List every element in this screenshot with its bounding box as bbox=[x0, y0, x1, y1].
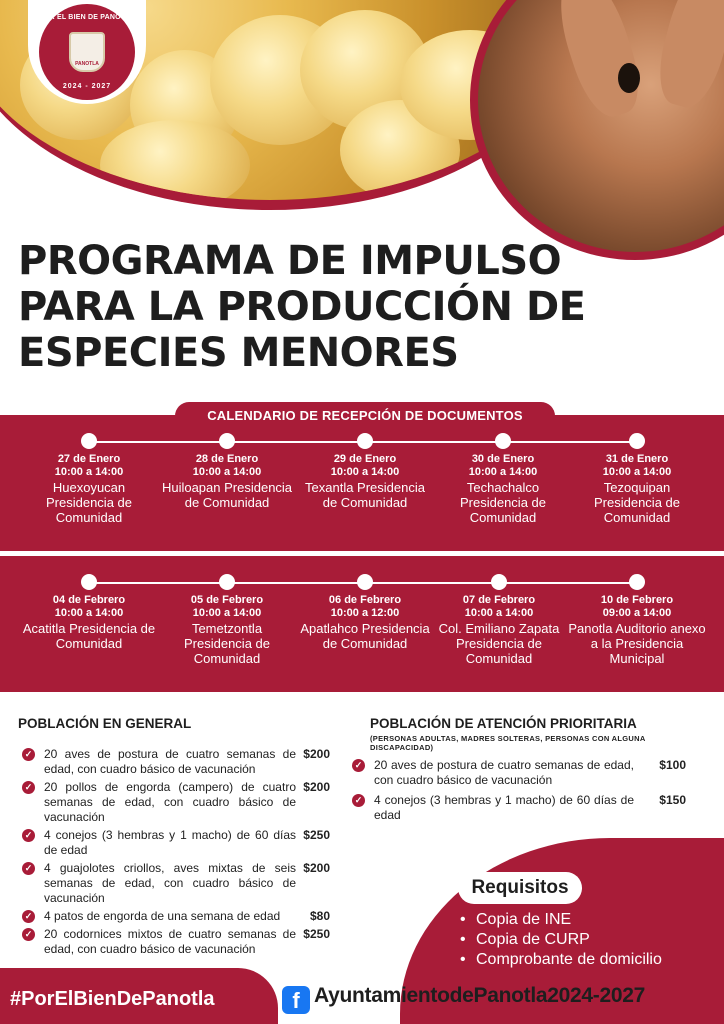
list-item: ✓ 4 patos de engorda de una semana de edad $80 bbox=[20, 909, 330, 924]
check-icon: ✓ bbox=[22, 781, 35, 794]
logo-years: 2024 - 2027 bbox=[62, 83, 112, 90]
list-item: ✓ 4 conejos (3 hembras y 1 macho) de 60 días de edad $150 bbox=[350, 793, 690, 823]
timeline-dot bbox=[495, 433, 511, 449]
priority-population-subtitle: (PERSONAS ADULTAS, MADRES SOLTERAS, PERSONAS CON ALGUNA DISCAPACIDAD) bbox=[370, 734, 646, 752]
priority-population-list bbox=[350, 758, 690, 823]
calendar-entry: 27 de Enero 10:00 a 14:00 Huexoyucan Presidencia de Comunidad bbox=[20, 433, 158, 525]
timeline-dot bbox=[357, 574, 373, 590]
general-population-title: POBLACIÓN EN GENERAL bbox=[18, 716, 192, 731]
list-item: ✓ 20 aves de postura de cuatro semanas de edad, con cuadro básico de vacunación $100 bbox=[350, 758, 690, 788]
timeline-dot bbox=[491, 574, 507, 590]
facebook-icon: f bbox=[282, 986, 310, 1014]
list-item: ✓ 20 pollos de engorda (campero) de cuatro semanas de edad, con cuadro básico de vacunación $200 bbox=[20, 780, 330, 825]
calendar-entry: 28 de Enero 10:00 a 14:00 Huiloapan Presidencia de Comunidad bbox=[158, 433, 296, 510]
check-icon: ✓ bbox=[352, 759, 365, 772]
timeline-dot bbox=[629, 574, 645, 590]
list-item: ✓ 20 codornices mixtos de cuatro semanas de edad, con cuadro básico de vacunación $250 bbox=[20, 927, 330, 957]
general-population-list bbox=[20, 747, 330, 957]
priority-population-title: POBLACIÓN DE ATENCIÓN PRIORITARIA bbox=[370, 716, 637, 731]
timeline-dot bbox=[357, 433, 373, 449]
timeline-dot bbox=[219, 433, 235, 449]
calendar-row-2 bbox=[0, 556, 724, 692]
calendar-entry: 31 de Enero 10:00 a 14:00 Tezoquipan Presidencia de Comunidad bbox=[568, 433, 706, 525]
page-title: PROGRAMA DE IMPULSO PARA LA PRODUCCIÓN DE ESPECIES MENORES bbox=[18, 238, 586, 376]
facebook-handle: AyuntamientodePanotla2024-2027 bbox=[314, 984, 646, 1007]
check-icon: ✓ bbox=[352, 794, 365, 807]
timeline-dot bbox=[219, 574, 235, 590]
calendar-entry: 30 de Enero 10:00 a 14:00 Techachalco Presidencia de Comunidad bbox=[434, 433, 572, 525]
calendar-entry: 05 de Febrero 10:00 a 14:00 Temetzontla Presidencia de Comunidad bbox=[158, 574, 296, 666]
list-item: • Copia de INE bbox=[458, 910, 662, 930]
calendar-heading: CALENDARIO DE RECEPCIÓN DE DOCUMENTOS bbox=[175, 402, 555, 430]
list-item: • Copia de CURP bbox=[458, 930, 662, 950]
list-item: ✓ 20 aves de postura de cuatro semanas de edad, con cuadro básico de vacunación $200 bbox=[20, 747, 330, 777]
check-icon: ✓ bbox=[22, 829, 35, 842]
check-icon: ✓ bbox=[22, 910, 35, 923]
calendar-entry: 10 de Febrero 09:00 a 14:00 Panotla Auditorio anexo a la Presidencia Municipal bbox=[568, 574, 706, 666]
timeline-dot bbox=[81, 433, 97, 449]
check-icon: ✓ bbox=[22, 862, 35, 875]
list-item: ✓ 4 conejos (3 hembras y 1 macho) de 60 días de edad $250 bbox=[20, 828, 330, 858]
check-icon: ✓ bbox=[22, 748, 35, 761]
list-item: ✓ 4 guajolotes criollos, aves mixtas de seis semanas de edad, con cuadro básico de vacunación $200 bbox=[20, 861, 330, 906]
timeline-dot bbox=[81, 574, 97, 590]
logo-top-text: POR EL BIEN DE PANOTLA bbox=[39, 14, 135, 21]
calendar-entry: 04 de Febrero 10:00 a 14:00 Acatitla Presidencia de Comunidad bbox=[20, 574, 158, 651]
check-icon: ✓ bbox=[22, 928, 35, 941]
list-item: • Comprobante de domicilio bbox=[458, 950, 662, 970]
requirements-list bbox=[458, 910, 662, 970]
rabbit-photo bbox=[470, 0, 724, 260]
calendar-entry: 29 de Enero 10:00 a 14:00 Texantla Presidencia de Comunidad bbox=[296, 433, 434, 510]
calendar-entry: 06 de Febrero 10:00 a 12:00 Apatlahco Presidencia de Comunidad bbox=[296, 574, 434, 651]
requirements-title: Requisitos bbox=[458, 872, 582, 904]
calendar-entry: 07 de Febrero 10:00 a 14:00 Col. Emiliano Zapata Presidencia de Comunidad bbox=[430, 574, 568, 666]
hashtag-banner: #PorElBienDePanotla bbox=[0, 968, 278, 1024]
crest-icon: PANOTLA bbox=[69, 32, 105, 72]
calendar-row-1 bbox=[0, 415, 724, 551]
timeline-dot bbox=[629, 433, 645, 449]
